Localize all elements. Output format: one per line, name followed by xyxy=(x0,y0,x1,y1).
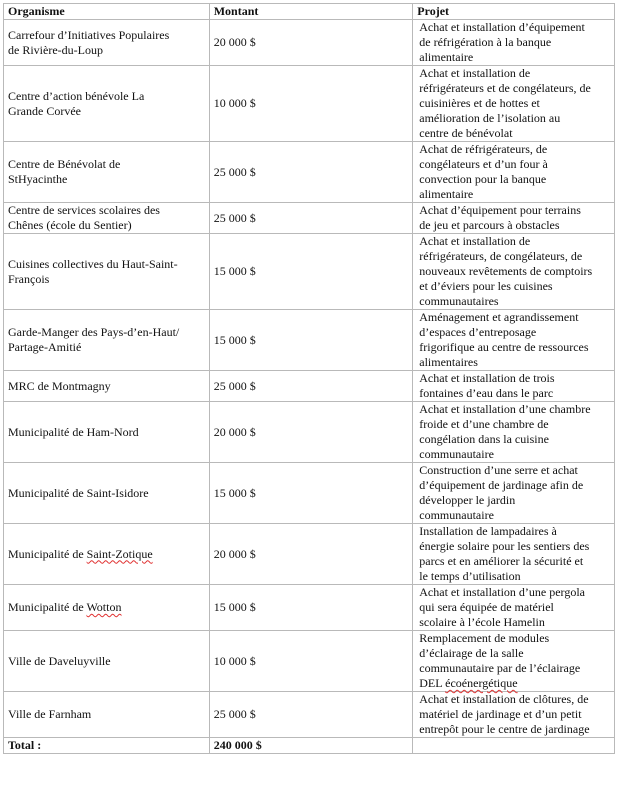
cell-projet xyxy=(413,20,615,66)
projet-line: d’espaces d’entreposage xyxy=(419,325,537,339)
cell-montant: 20 000 $ xyxy=(209,402,413,463)
table-row xyxy=(4,20,615,66)
table-row xyxy=(4,692,615,738)
projet-line: communautaire xyxy=(419,447,494,461)
cell-organisme xyxy=(4,234,210,310)
cell-projet xyxy=(413,524,615,585)
projet-line: réfrigérateurs et de congélateurs, de xyxy=(419,81,591,95)
projet-line: développer le jardin xyxy=(419,493,516,507)
table-row xyxy=(4,585,615,631)
grants-table xyxy=(3,3,615,754)
total-label: Total : xyxy=(4,738,210,754)
table-row xyxy=(4,66,615,142)
projet-line: communautaire xyxy=(419,508,494,522)
projet-line: et d’éviers pour les cuisines xyxy=(419,279,553,293)
organisme-line: Carrefour d’Initiatives Populaires xyxy=(8,27,170,42)
cell-projet xyxy=(413,234,615,310)
organisme-line: Municipalité de Saint-Isidore xyxy=(8,485,149,500)
table-row xyxy=(4,142,615,203)
cell-montant: 25 000 $ xyxy=(209,142,413,203)
projet-line: scolaire à l’école Hamelin xyxy=(419,615,545,629)
cell-organisme xyxy=(4,402,210,463)
projet-line: le temps d’utilisation xyxy=(419,569,521,583)
total-projet xyxy=(413,738,615,754)
projet-line: Achat d’équipement pour terrains xyxy=(419,203,581,217)
cell-projet xyxy=(413,310,615,371)
projet-line: Achat de réfrigérateurs, de xyxy=(419,142,548,156)
organisme-line: Garde-Manger des Pays-d’en-Haut/ xyxy=(8,325,180,339)
table-row xyxy=(4,631,615,692)
organisme-line: Grande Corvée xyxy=(8,103,81,118)
cell-montant: 15 000 $ xyxy=(209,463,413,524)
projet-line: énergie solaire pour les sentiers des xyxy=(419,539,590,553)
table-row xyxy=(4,463,615,524)
projet-line: nouveaux revêtements de comptoirs xyxy=(419,264,593,278)
projet-line: de réfrigération à la banque xyxy=(419,35,552,49)
organisme-line: Municipalité de Ham-Nord xyxy=(8,424,139,439)
organisme-line: MRC de Montmagny xyxy=(8,378,111,393)
projet-line: froide et d’une chambre de xyxy=(419,417,549,431)
organisme-line: StHyacinthe xyxy=(8,172,68,186)
projet-line: d’équipement de jardinage afin de xyxy=(419,478,584,492)
projet-line: amélioration de l’isolation au xyxy=(419,111,561,125)
organisme-line: Centre de services scolaires des xyxy=(8,203,160,217)
cell-organisme xyxy=(4,631,210,692)
cell-organisme xyxy=(4,692,210,738)
projet-line: communautaire par de l’éclairage xyxy=(419,661,581,675)
projet-line: Installation de lampadaires à xyxy=(419,524,557,538)
projet-line: frigorifique au centre de ressources xyxy=(419,340,589,354)
projet-line: parcs et en améliorer la sécurité et xyxy=(419,554,584,568)
cell-montant: 15 000 $ xyxy=(209,234,413,310)
cell-organisme xyxy=(4,203,210,234)
spellcheck-flagged-word: écoénergétique xyxy=(445,676,518,690)
projet-line: d’éclairage de la salle xyxy=(419,646,524,660)
projet-line: Achat et installation d’une chambre xyxy=(419,402,591,416)
organisme-line: Ville de Daveluyville xyxy=(8,653,111,668)
projet-line: DEL xyxy=(419,676,446,690)
cell-montant: 15 000 $ xyxy=(209,310,413,371)
projet-line: de jeu et parcours à obstacles xyxy=(419,218,560,232)
header-projet: Projet xyxy=(413,4,615,20)
cell-projet xyxy=(413,631,615,692)
projet-line: centre de bénévolat xyxy=(419,126,513,140)
projet-line: congélation dans la cuisine xyxy=(419,432,549,446)
table-row xyxy=(4,371,615,402)
projet-line: matériel de jardinage et d’un petit xyxy=(419,707,582,721)
cell-montant: 25 000 $ xyxy=(209,692,413,738)
cell-projet xyxy=(413,692,615,738)
organisme-line: Chênes (école du Sentier) xyxy=(8,218,132,232)
projet-line: Achat et installation de xyxy=(419,234,531,248)
table-row xyxy=(4,402,615,463)
organisme-line: Ville de Farnham xyxy=(8,707,92,721)
cell-organisme xyxy=(4,371,210,402)
cell-montant: 20 000 $ xyxy=(209,524,413,585)
projet-line: Achat et installation de trois xyxy=(419,371,555,385)
cell-projet xyxy=(413,463,615,524)
cell-montant: 10 000 $ xyxy=(209,631,413,692)
table-row xyxy=(4,310,615,371)
projet-line: Construction d’une serre et achat xyxy=(419,463,578,477)
header-organisme: Organisme xyxy=(4,4,210,20)
projet-line: Achat et installation de xyxy=(419,66,531,80)
projet-line: Achat et installation d’équipement xyxy=(419,20,585,34)
header-montant: Montant xyxy=(209,4,413,20)
cell-organisme xyxy=(4,463,210,524)
projet-line: Aménagement et agrandissement xyxy=(419,310,579,324)
projet-line: alimentaire xyxy=(419,187,474,201)
cell-projet xyxy=(413,402,615,463)
cell-montant: 10 000 $ xyxy=(209,66,413,142)
total-row xyxy=(4,738,615,754)
projet-line: qui sera équipée de matériel xyxy=(419,600,554,614)
header-row xyxy=(4,4,615,20)
projet-line: fontaines d’eau dans le parc xyxy=(419,386,554,400)
projet-line: alimentaire xyxy=(419,50,474,64)
cell-organisme xyxy=(4,66,210,142)
cell-montant: 25 000 $ xyxy=(209,371,413,402)
projet-line: réfrigérateurs, de congélateurs, de xyxy=(419,249,583,263)
cell-organisme xyxy=(4,585,210,631)
table-row xyxy=(4,524,615,585)
cell-projet xyxy=(413,66,615,142)
organisme-line: François xyxy=(8,271,50,286)
spellcheck-flagged-word: Wotton xyxy=(86,600,122,614)
projet-line: communautaires xyxy=(419,294,499,308)
projet-line: alimentaires xyxy=(419,355,478,369)
total-amount: 240 000 $ xyxy=(209,738,413,754)
cell-montant: 20 000 $ xyxy=(209,20,413,66)
cell-montant: 25 000 $ xyxy=(209,203,413,234)
spellcheck-flagged-word: Saint-Zotique xyxy=(86,546,153,561)
organisme-line: Centre de Bénévolat de xyxy=(8,157,121,171)
organisme-line: Centre d’action bénévole La xyxy=(8,88,145,103)
organisme-prefix: Municipalité de xyxy=(8,546,87,561)
projet-line: Achat et installation de clôtures, de xyxy=(419,692,589,706)
organisme-prefix: Municipalité de xyxy=(8,600,87,614)
projet-line: convection pour la banque xyxy=(419,172,547,186)
cell-projet xyxy=(413,585,615,631)
projet-line: entrepôt pour le centre de jardinage xyxy=(419,722,590,736)
projet-line: congélateurs et d’un four à xyxy=(419,157,548,171)
cell-projet xyxy=(413,142,615,203)
projet-line: Remplacement de modules xyxy=(419,631,550,645)
cell-organisme xyxy=(4,142,210,203)
table-row xyxy=(4,203,615,234)
cell-organisme xyxy=(4,310,210,371)
cell-projet xyxy=(413,203,615,234)
cell-organisme xyxy=(4,524,210,585)
organisme-line: de Rivière-du-Loup xyxy=(8,42,103,57)
cell-organisme xyxy=(4,20,210,66)
table-row xyxy=(4,234,615,310)
organisme-line: Cuisines collectives du Haut-Saint- xyxy=(8,256,178,271)
cell-projet xyxy=(413,371,615,402)
projet-line: Achat et installation d’une pergola xyxy=(419,585,585,599)
projet-line: cuisinières et de hottes et xyxy=(419,96,540,110)
organisme-line: Partage-Amitié xyxy=(8,340,82,354)
cell-montant: 15 000 $ xyxy=(209,585,413,631)
